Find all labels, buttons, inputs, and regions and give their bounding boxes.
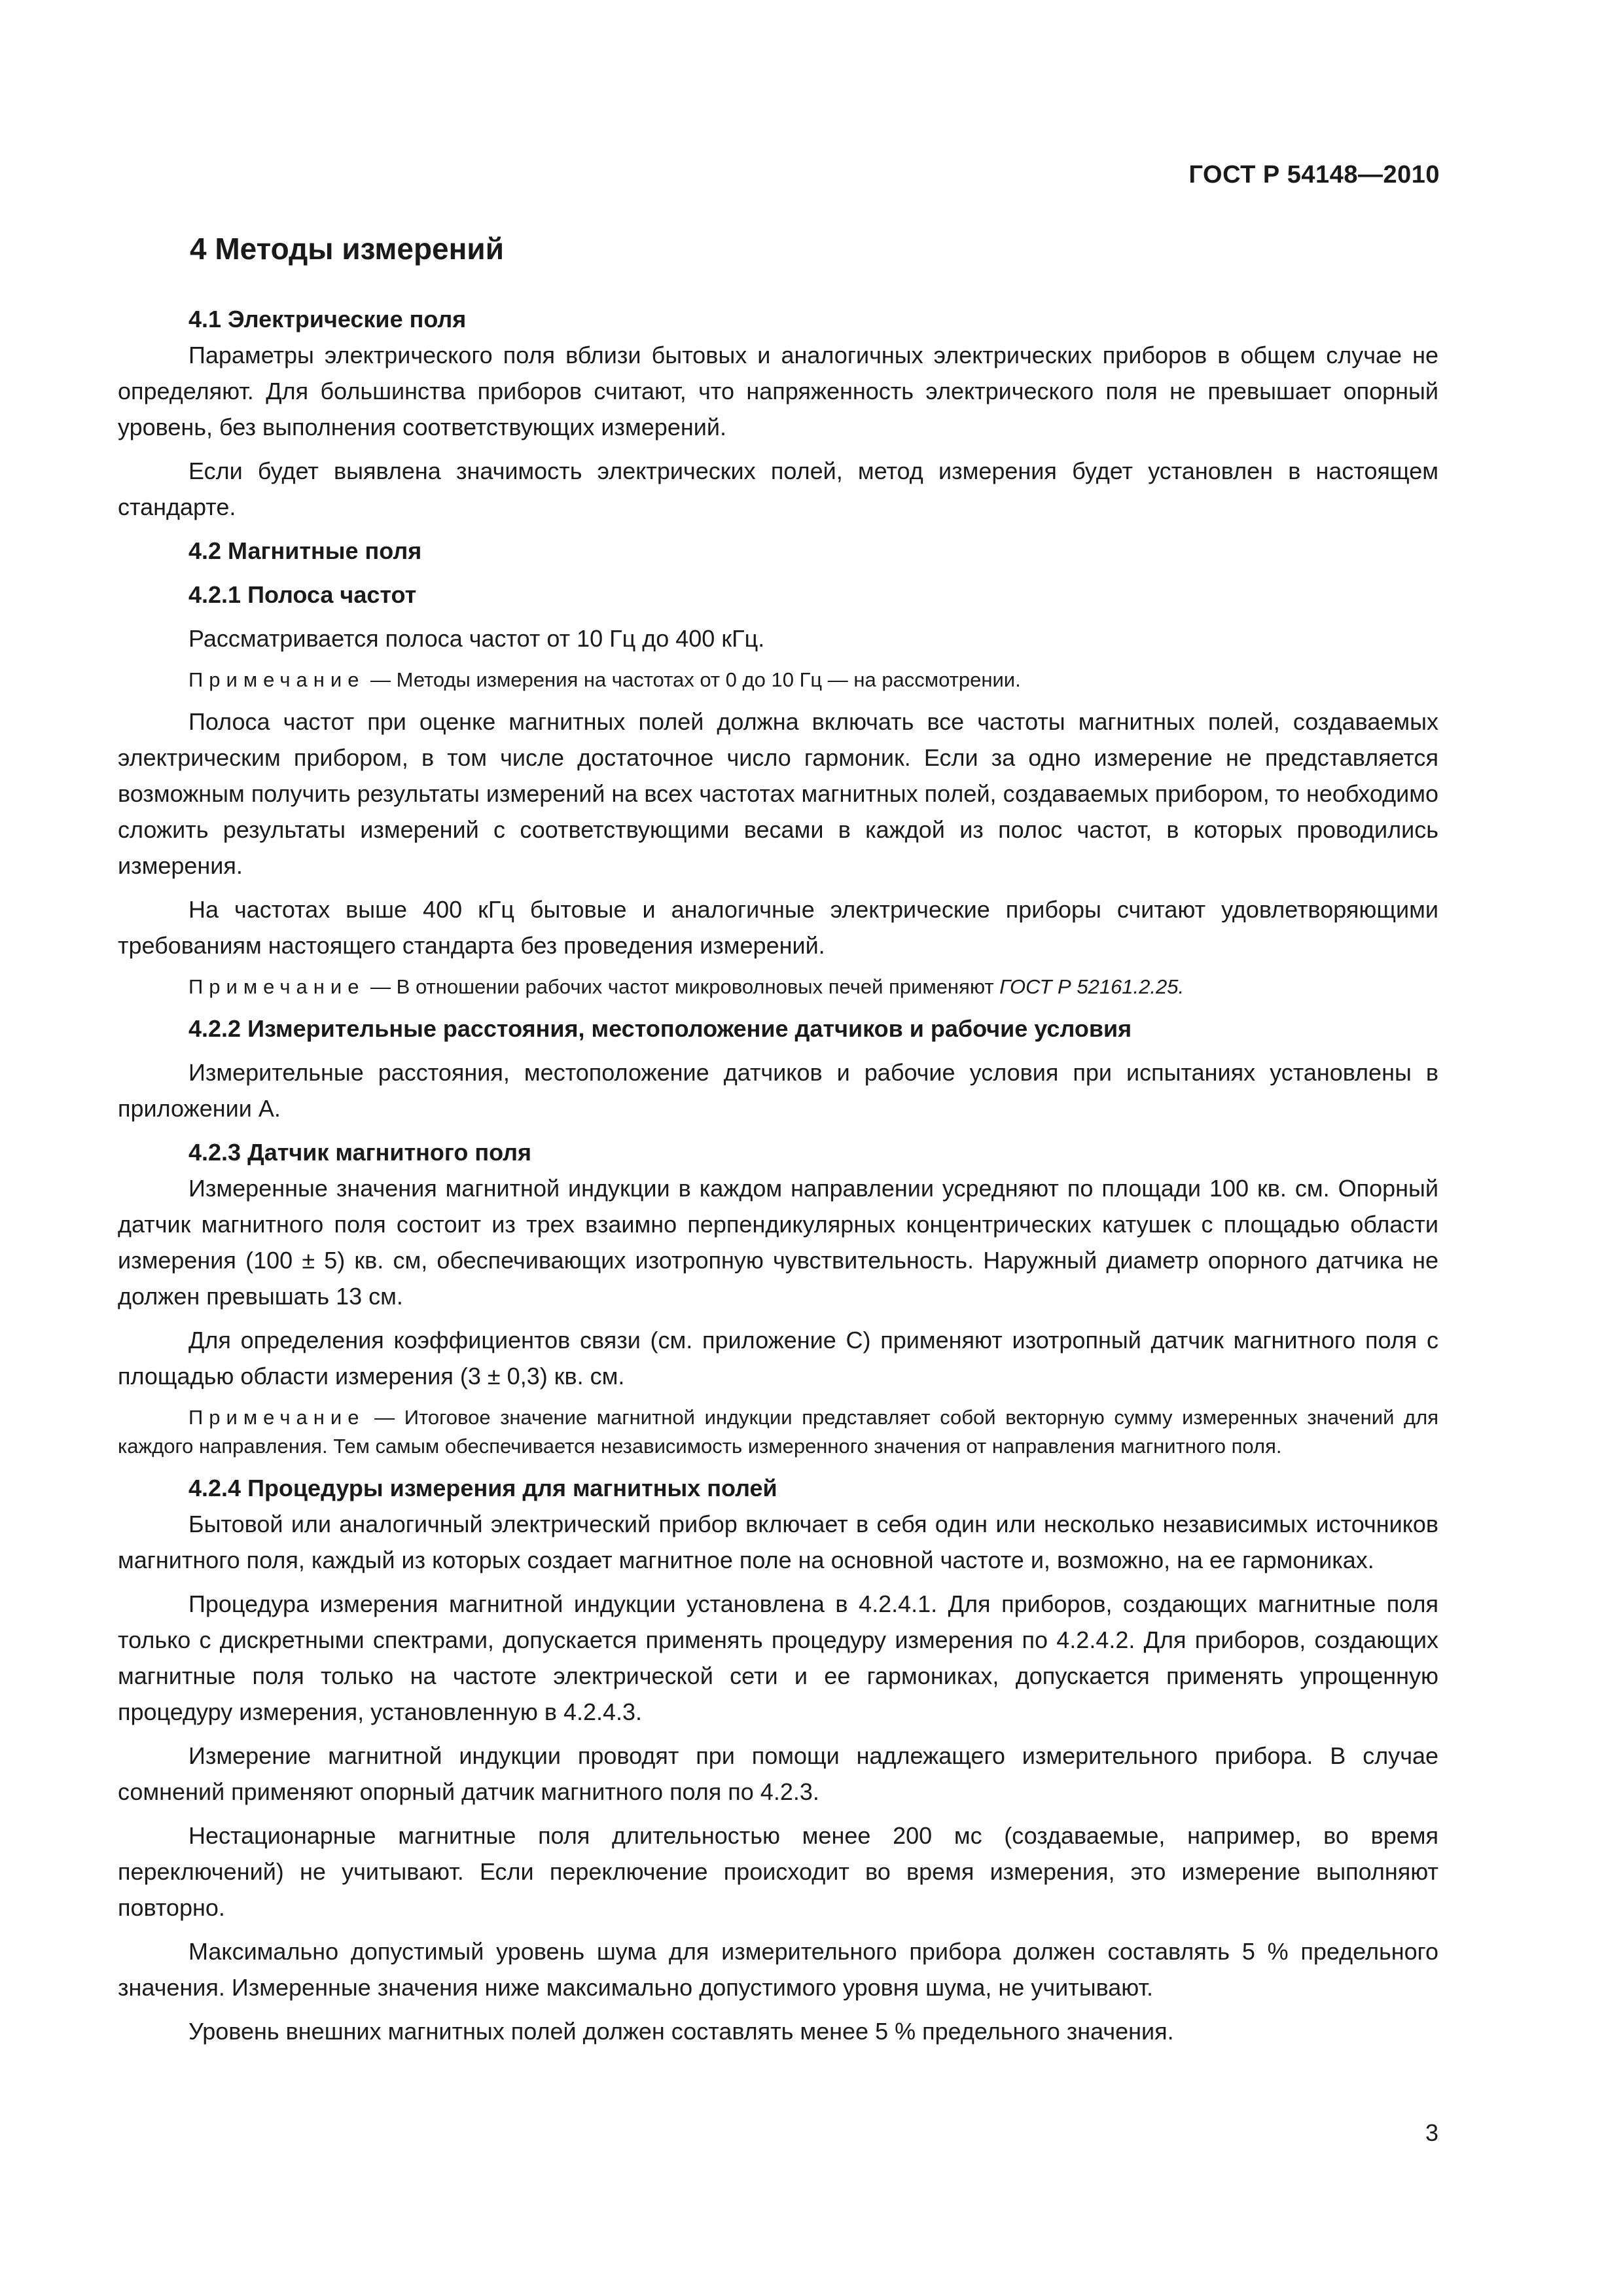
paragraph: Измерительные расстояния, местоположение датчиков и рабочие условия при испытаниях установлены в приложении А. xyxy=(118,1059,1438,1122)
note-label: Примечание xyxy=(188,1406,365,1429)
heading-4-2: 4.2 Магнитные поля xyxy=(188,537,422,564)
document-header-id: ГОСТ Р 54148—2010 xyxy=(1188,161,1440,188)
paragraph: Измеренные значения магнитной индукции в каждом направлении усредняют по площади 100 кв. см. Опорный датчик магнитного поля состоит из трех взаимно перпендикулярных концентрических катушек с площадью области измерения (100 ± 5) кв. см, обеспечивающих изотропную чувствительность. Наружный диаметр опорного датчика не должен превышать 13 см. xyxy=(118,1175,1438,1310)
note-text: — Итоговое значение магнитной индукции представляет собой векторную сумму измеренных значений для каждого направления. Тем самым обеспечивается независимость измеренного значения от направления магнитного поля. xyxy=(118,1406,1438,1458)
paragraph: Для определения коэффициентов связи (см. приложение С) применяют изотропный датчик магнитного поля с площадью области измерения (3 ± 0,3) кв. см. xyxy=(118,1327,1438,1390)
paragraph: Измерение магнитной индукции проводят при помощи надлежащего измерительного прибора. В случае сомнений применяют опорный датчик магнитного поля по 4.2.3. xyxy=(118,1742,1438,1805)
paragraph: Максимально допустимый уровень шума для измерительного прибора должен составлять 5 % предельного значения. Измеренные значения ниже максимально допустимого уровня шума, не учитывают. xyxy=(118,1938,1438,2001)
note-label: Примечание xyxy=(188,668,365,691)
note-text: — Методы измерения на частотах от 0 до 10 Гц — на рассмотрении. xyxy=(365,668,1021,691)
heading-4-2-1: 4.2.1 Полоса частот xyxy=(188,581,417,608)
paragraph: На частотах выше 400 кГц бытовые и аналогичные электрические приборы считают удовлетворяющими требованиям настоящего стандарта без проведения измерений. xyxy=(118,896,1438,959)
note-text: — В отношении рабочих частот микроволновых печей применяют xyxy=(365,975,1000,998)
page-number: 3 xyxy=(1425,2119,1438,2146)
document-body xyxy=(118,229,1438,2049)
standard-reference: ГОСТ Р 52161.2.25. xyxy=(999,975,1185,998)
heading-4-1: 4.1 Электрические поля xyxy=(188,306,467,332)
paragraph: Уровень внешних магнитных полей должен составлять менее 5 % предельного значения. xyxy=(188,2018,1174,2045)
heading-4-2-2: 4.2.2 Измерительные расстояния, местоположение датчиков и рабочие условия xyxy=(188,1015,1132,1042)
note xyxy=(118,1403,1438,1461)
heading-4-2-3: 4.2.3 Датчик магнитного поля xyxy=(188,1139,532,1166)
paragraph: Если будет выявлена значимость электрических полей, метод измерения будет установлен в настоящем стандарте. xyxy=(118,457,1438,520)
heading-4-2-4: 4.2.4 Процедуры измерения для магнитных полей xyxy=(188,1475,777,1501)
paragraph: Рассматривается полоса частот от 10 Гц до 400 кГц. xyxy=(188,625,765,652)
note xyxy=(118,973,1438,1001)
note xyxy=(118,666,1438,694)
paragraph: Бытовой или аналогичный электрический прибор включает в себя один или несколько независимых источников магнитного поля, каждый из которых создает магнитное поле на основной частоте и, возможно, на ее гармониках. xyxy=(118,1511,1438,1573)
paragraph: Полоса частот при оценке магнитных полей должна включать все частоты магнитных полей, создаваемых электрическим прибором, в том числе достаточное число гармоник. Если за одно измерение не представляется возможным получить результаты измерений на всех частотах магнитных полей, создаваемых прибором, то необходимо сложить результаты измерений с соответствующими весами в каждой из полос частот, в которых проводились измерения. xyxy=(118,708,1438,879)
paragraph: Нестационарные магнитные поля длительностью менее 200 мс (создаваемые, например, во время переключений) не учитывают. Если переключение происходит во время измерения, это измерение выполняют повторно. xyxy=(118,1822,1438,1921)
paragraph: Параметры электрического поля вблизи бытовых и аналогичных электрических приборов в общем случае не определяют. Для большинства приборов считают, что напряженность электрического поля не превышает опорный уровень, без выполнения соответствующих измерений. xyxy=(118,342,1438,440)
section-title: 4 Методы измерений xyxy=(190,232,504,266)
note-label: Примечание xyxy=(188,975,365,998)
paragraph: Процедура измерения магнитной индукции установлена в 4.2.4.1. Для приборов, создающих магнитные поля только с дискретными спектрами, допускается применять процедуру измерения по 4.2.4.2. Для приборов, создающих магнитные поля только на частоте электрической сети и ее гармониках, допускается применять упрощенную процедуру измерения, установленную в 4.2.4.3. xyxy=(118,1590,1438,1725)
